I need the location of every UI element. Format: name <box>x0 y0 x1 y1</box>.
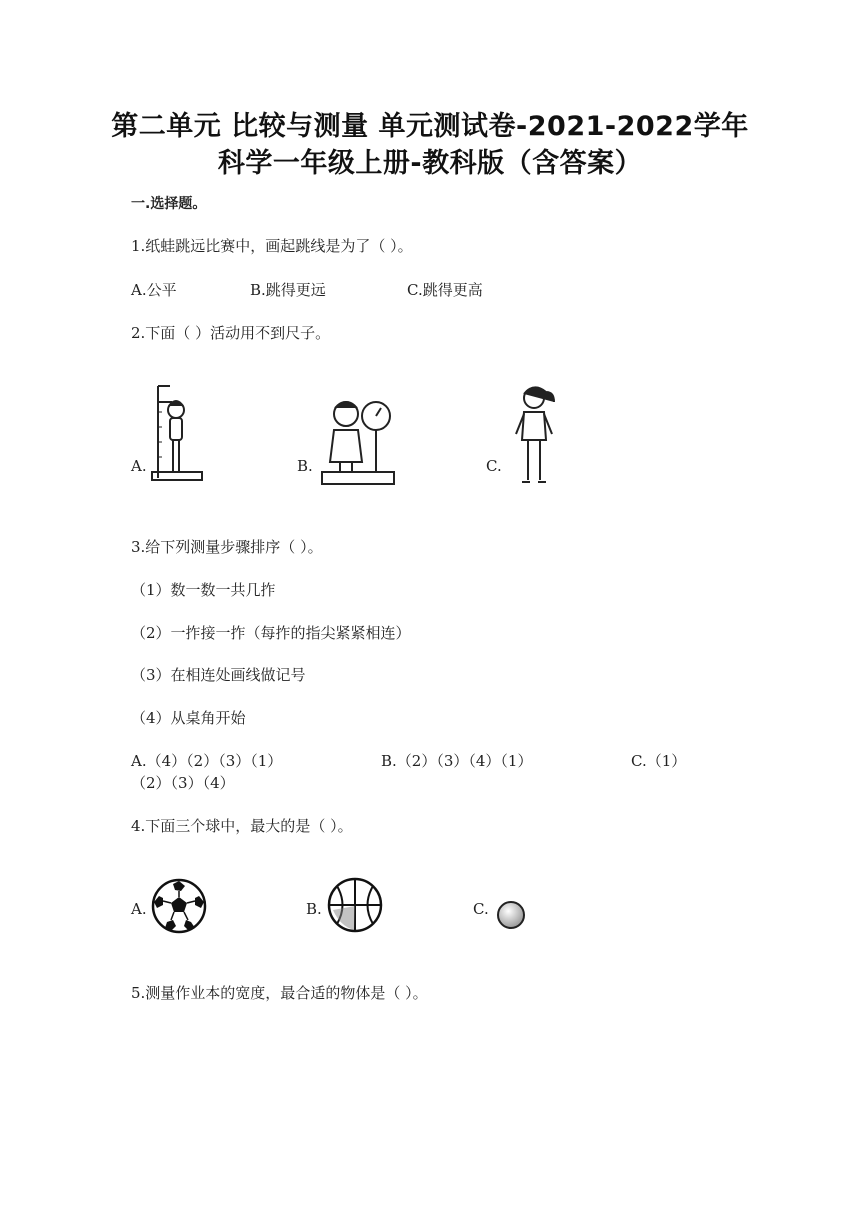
soccer-ball-icon <box>151 878 207 934</box>
question-3-option-a[interactable]: A.（4）（2）（3）（1） <box>131 752 283 770</box>
question-3-option-c[interactable]: C.（1） <box>631 752 687 770</box>
question-3-option-b[interactable]: B.（2）（3）（4）（1） <box>381 752 533 770</box>
question-1-option-b[interactable]: B.跳得更远 <box>250 281 326 299</box>
height-measuring-stand-icon <box>150 382 208 488</box>
section-heading: 一.选择题。 <box>131 196 207 212</box>
question-4-stem: 4.下面三个球中，最大的是（ ）。 <box>131 817 353 835</box>
question-1-stem: 1.纸蛙跳远比赛中，画起跳线是为了（ ）。 <box>131 237 413 255</box>
question-4-option-a-label[interactable]: A. <box>131 900 147 918</box>
question-3-step-4: （4）从桌角开始 <box>131 709 246 727</box>
question-4-option-b-label[interactable]: B. <box>306 900 322 918</box>
question-1-option-c[interactable]: C.跳得更高 <box>407 281 483 299</box>
question-2-option-a-label[interactable]: A. <box>131 457 147 475</box>
question-3-option-c-continued: （2）（3）（4） <box>131 774 235 792</box>
page-title-line-2: 科学一年级上册-教科版（含答案） <box>217 148 643 179</box>
question-3-step-2: （2）一拃接一拃（每拃的指尖紧紧相连） <box>131 624 411 642</box>
question-2-stem: 2.下面（ ）活动用不到尺子。 <box>131 324 331 342</box>
page-title-line-1: 第二单元 比较与测量 单元测试卷-2021-2022学年 <box>111 111 749 142</box>
question-2-option-b-label[interactable]: B. <box>297 457 313 475</box>
question-4-option-c-label[interactable]: C. <box>473 900 489 918</box>
weighing-scale-icon <box>318 392 398 488</box>
question-3-step-3: （3）在相连处画线做记号 <box>131 666 306 684</box>
question-1-option-a[interactable]: A.公平 <box>131 281 177 299</box>
small-ball-icon <box>496 900 526 930</box>
question-3-stem: 3.给下列测量步骤排序（ ）。 <box>131 538 323 556</box>
girl-standing-icon <box>508 382 560 488</box>
basketball-icon <box>326 876 384 934</box>
question-2-option-c-label[interactable]: C. <box>486 457 502 475</box>
question-5-stem: 5.测量作业本的宽度，最合适的物体是（ ）。 <box>131 984 428 1002</box>
question-3-step-1: （1）数一数一共几拃 <box>131 581 276 599</box>
